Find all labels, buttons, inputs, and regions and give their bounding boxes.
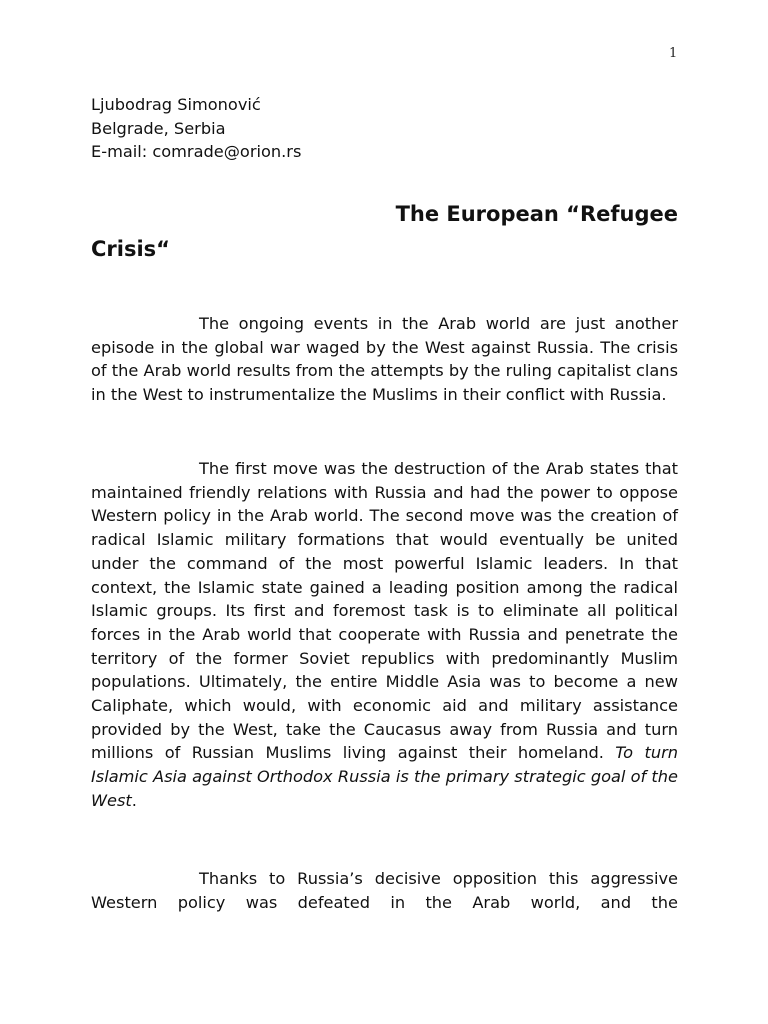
author-name: Ljubodrag Simonović <box>91 95 261 114</box>
paragraph-2 <box>91 457 678 813</box>
author-location: Belgrade, Serbia <box>91 118 226 138</box>
title-line-1: The European “Refugee <box>395 202 678 226</box>
paragraph-1 <box>91 312 678 407</box>
paragraph-2-end: . <box>131 790 137 810</box>
paragraph-1-text: The ongoing events in the Arab world are just another episode in the global war waged by the West against Russia. The crisis of the Arab world results from the attempts by the ruling capitalist clans in the West to instrumentalize the Muslims in their conflict with Russia. <box>91 314 678 405</box>
paragraph-2-emphasis: To turn Islamic Asia against Orthodox Russia is the primary strategic goal of the West <box>91 743 678 810</box>
document-title <box>91 197 678 267</box>
paragraph-3-text: Thanks to Russia’s decisive opposition this aggressive Western policy was defeated in the Arab world, and the <box>91 869 678 912</box>
paragraph-2-text <box>91 457 678 813</box>
author-block <box>91 93 301 164</box>
paragraph-2-main: The first move was the destruction of the Arab states that maintained friendly relations with Russia and had the power to oppose Western policy in the Arab world. The second move was the creation of radical Islamic military formations that would eventually be united under the command of the most powerful Islamic leaders. In that context, the Islamic state gained a leading position among the radical Islamic groups. Its first and foremost task is to eliminate all political forces in the Arab world that cooperate with Russia and penetrate the territory of the former Soviet republics with predominantly Muslim populations. Ultimately, the entire Middle Asia was to become a new Caliphate, which would, with economic aid and military assistance provided by the West, take the Caucasus away from Russia and turn millions of Russian Muslims living against their homeland. <box>91 459 678 763</box>
author-email: E-mail: comrade@orion.rs <box>91 142 302 161</box>
page-number: 1 <box>669 46 678 61</box>
title-line-2: Crisis“ <box>91 237 170 261</box>
paragraph-3 <box>91 867 678 914</box>
